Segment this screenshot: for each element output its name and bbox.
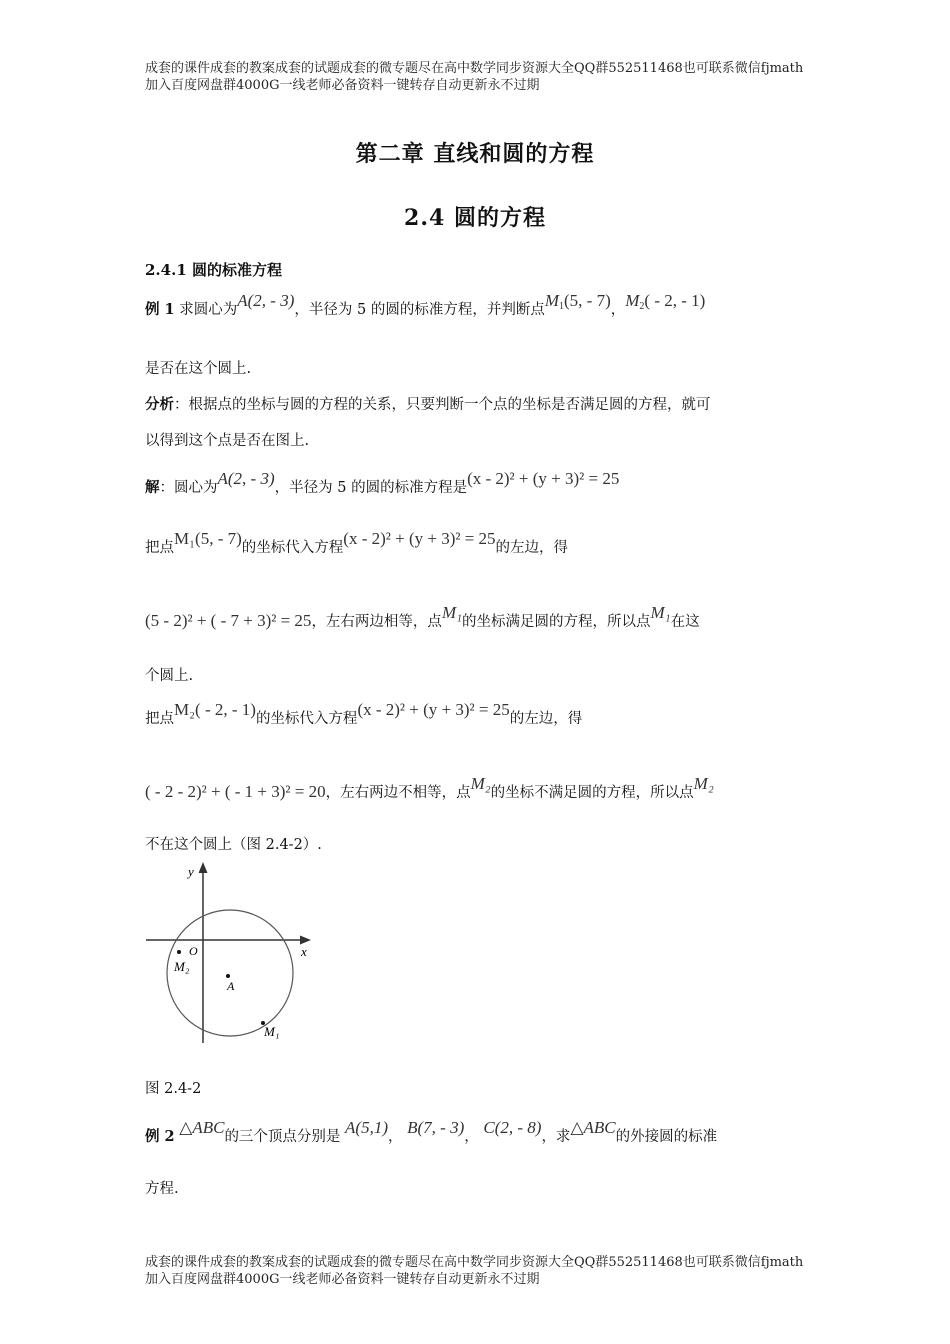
x-axis-label: x [301, 944, 307, 959]
example2-line2: 方程. [145, 1181, 179, 1197]
text: 的坐标不满足圆的方程，所以点 [490, 785, 694, 801]
text: ， [610, 302, 626, 318]
text: 在这 [670, 614, 700, 630]
solution-line4: 个圆上. [145, 668, 194, 684]
var: M [625, 291, 640, 310]
figure-caption: 图 2.4-2 [145, 1081, 202, 1097]
analysis-line2: 以得到这个点是否在图上. [145, 433, 310, 449]
analysis-line1 [145, 393, 711, 414]
solution-line7: 不在这个圆上（图 2.4-2）. [145, 837, 322, 853]
text: ，半径为 5 的圆的标准方程是 [274, 480, 468, 496]
math-center: A(2, - 3) [217, 469, 275, 488]
math-triangle: △ABC [570, 1118, 616, 1137]
coord: ( - 2, - 1) [644, 291, 706, 310]
circle-figure [143, 858, 318, 1053]
m1-label: M₁ [264, 1024, 280, 1039]
math-var: M₂ [470, 774, 491, 793]
text: ，左右两边相等，点 [311, 614, 442, 630]
text: ，左右两边不相等，点 [325, 785, 471, 801]
text: 的左边，得 [509, 711, 583, 727]
chapter-title: 第二章 直线和圆的方程 [355, 141, 595, 167]
solution-line2 [145, 529, 569, 557]
solution-label: 解 [145, 479, 160, 496]
math-m2 [625, 291, 705, 310]
y-axis-arrow [199, 862, 208, 873]
page-header: 成套的课件成套的教案成套的试题成套的微专题尽在高中数学同步资源大全QQ群552511468也可联系微信fjmath加入百度网盘群4000G一线老师必备资料一键转存自动更新永不过期 [145, 61, 804, 93]
text: ， [464, 1129, 479, 1145]
text: 的坐标代入方程 [255, 711, 358, 727]
origin-label: O [189, 944, 198, 958]
math-expression: ( - 2 - 2)² + ( - 1 + 3)² = 20 [145, 782, 326, 801]
math-point-c: C(2, - 8) [483, 1118, 542, 1137]
text: 的三个顶点分别是 [224, 1129, 341, 1145]
coord: (5, - 7) [564, 291, 611, 310]
subsection-title: 2.4.1 圆的标准方程 [145, 261, 282, 279]
text: 把点 [145, 540, 174, 556]
point-a [226, 974, 230, 978]
solution-line3 [145, 603, 700, 631]
math-expression: (5 - 2)² + ( - 7 + 3)² = 25 [145, 611, 312, 630]
text: 的外接圆的标准 [615, 1129, 718, 1145]
math-point-a: A(5,1) [345, 1118, 389, 1137]
math-equation: (x - 2)² + (y + 3)² = 25 [343, 529, 496, 548]
solution-line6 [145, 774, 714, 802]
example2-line1 [145, 1118, 718, 1146]
math-point: M₁(5, - 7) [174, 529, 242, 548]
math-var: M₁ [650, 603, 671, 622]
math-point-b: B(7, - 3) [407, 1118, 465, 1137]
point-m2 [177, 950, 181, 954]
math-m1 [545, 291, 611, 310]
text: ，求 [541, 1129, 571, 1145]
page-footer: 成套的课件成套的教案成套的试题成套的微专题尽在高中数学同步资源大全QQ群552511468也可联系微信fjmath加入百度网盘群4000G一线老师必备资料一键转存自动更新永不过期 [145, 1255, 804, 1287]
text: 的坐标代入方程 [241, 540, 344, 556]
text: ，半径为 5 的圆的标准方程，并判断点 [294, 302, 545, 318]
text: 把点 [145, 711, 174, 727]
example1-line1 [145, 291, 706, 319]
math-point: M₂( - 2, - 1) [174, 700, 256, 719]
subscript: 1 [559, 301, 564, 312]
math-var: M₁ [441, 603, 463, 622]
text: 的左边，得 [495, 540, 569, 556]
math-triangle: △ABC [179, 1118, 225, 1137]
y-axis-label: y [188, 864, 194, 879]
var: M [544, 291, 559, 310]
subscript: 2 [639, 301, 645, 312]
example1-label: 例 1 [145, 301, 175, 318]
text: ， [388, 1129, 403, 1145]
section-title: 2.4 圆的方程 [404, 205, 546, 231]
solution-line1 [145, 469, 620, 497]
math-equation: (x - 2)² + (y + 3)² = 25 [467, 469, 620, 488]
example1-line2: 是否在这个圆上. [145, 361, 252, 377]
text: 的坐标满足圆的方程，所以点 [462, 614, 651, 630]
text: ：根据点的坐标与圆的方程的关系，只要判断一个点的坐标是否满足圆的方程，就可 [174, 397, 711, 413]
math-equation: (x - 2)² + (y + 3)² = 25 [357, 700, 510, 719]
math-var: M₂ [693, 774, 714, 793]
example2-label: 例 2 [145, 1128, 175, 1145]
math-center: A(2, - 3) [237, 291, 295, 310]
analysis-label: 分析 [145, 396, 174, 413]
a-label: A [227, 979, 235, 993]
solution-line5 [145, 700, 583, 728]
text: ：圆心为 [159, 480, 218, 496]
m2-label: M₂ [174, 959, 190, 974]
text: 求圆心为 [174, 302, 238, 318]
